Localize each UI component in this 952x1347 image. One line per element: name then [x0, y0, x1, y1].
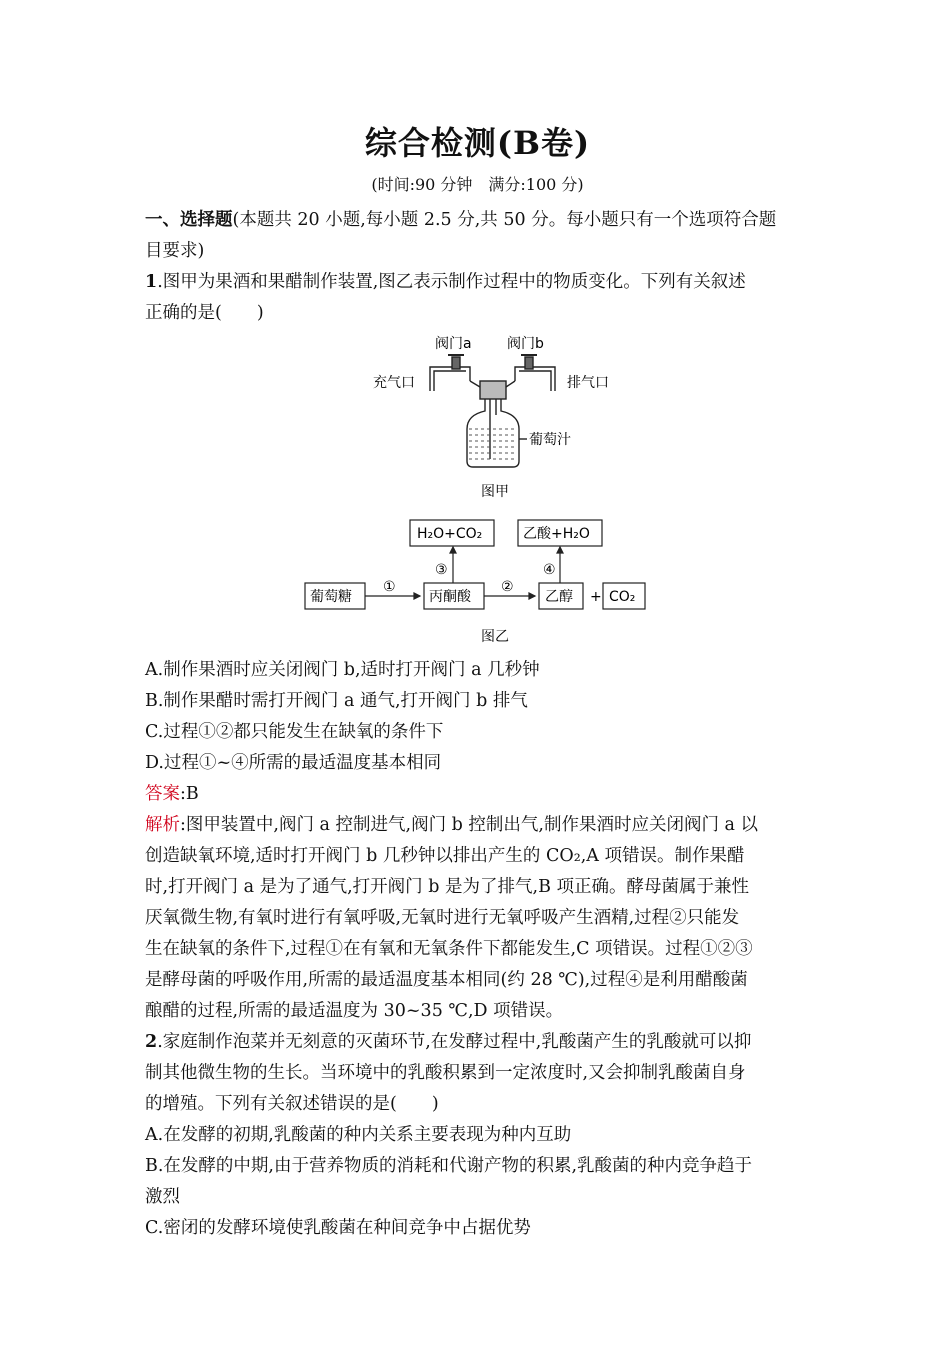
figure-jia-caption: 图甲	[481, 484, 509, 500]
step3-label: ③	[435, 562, 448, 578]
q1-analysis-line-5: 生在缺氧的条件下,过程①在有氧和无氧条件下都能发生,C 项错误。过程①②③	[145, 939, 753, 959]
q2-stem-line-1	[145, 1027, 810, 1058]
q1-analysis-line-3: 时,打开阀门 a 是为了通气,打开阀门 b 是为了排气,B 项正确。酵母菌属于兼性	[145, 877, 749, 897]
stopper-icon	[480, 381, 506, 399]
q2-stem-line-3: 的增殖。下列有关叙述错误的是( )	[145, 1094, 439, 1114]
q1-analysis-line-6: 是酵母菌的呼吸作用,所需的最适温度基本相同(约 28 ℃),过程④是利用醋酸菌	[145, 970, 748, 990]
section-heading-line	[145, 205, 810, 236]
q1-option-b: B.制作果醋时需打开阀门 a 通气,打开阀门 b 排气	[145, 691, 528, 711]
page-title: 综合检测(B卷)	[364, 124, 591, 162]
q2-option-b-cont: 激烈	[145, 1187, 180, 1207]
valve-b-label: 阀门b	[507, 336, 544, 352]
valve-b-icon	[525, 357, 533, 369]
q1-analysis-line-2: 创造缺氧环境,适时打开阀门 b 几秒钟以排出产生的 CO₂,A 项错误。制作果醋	[145, 846, 745, 866]
arrow-4-head	[557, 547, 563, 553]
figure-yi-caption: 图乙	[481, 629, 509, 645]
q1-analysis-line-7: 酿醋的过程,所需的最适温度为 30~35 ℃,D 项错误。	[145, 1001, 564, 1021]
bottle-icon	[467, 399, 519, 467]
q1-stem-text-1: .图甲为果酒和果醋制作装置,图乙表示制作过程中的物质变化。下列有关叙述	[157, 272, 746, 292]
q2-stem-line-2: 制其他微生物的生长。当环境中的乳酸积累到一定浓度时,又会抑制乳酸菌自身	[145, 1063, 746, 1083]
page-subtitle: (时间:90 分钟 满分:100 分)	[371, 175, 584, 194]
plus-label: +	[590, 589, 602, 605]
outlet-label: 排气口	[567, 375, 609, 391]
section-desc-1: (本题共 20 小题,每小题 2.5 分,共 50 分。每小题只有一个选项符合题	[232, 210, 777, 230]
analysis-label: 解析	[145, 815, 180, 835]
co2-label: CO₂	[609, 589, 636, 605]
q2-option-c: C.密闭的发酵环境使乳酸菌在种间竞争中占据优势	[145, 1218, 531, 1238]
juice-label: 葡萄汁	[529, 432, 571, 448]
pyruvate-label: 丙酮酸	[429, 589, 471, 605]
answer-label: 答案	[145, 784, 180, 804]
q2-number: 2	[145, 1032, 158, 1052]
q1-analysis-line-4: 厌氧微生物,有氧时进行有氧呼吸,无氧时进行无氧呼吸产生酒精,过程②只能发	[145, 908, 740, 928]
glucose-label: 葡萄糖	[310, 589, 352, 605]
inlet-label: 充气口	[373, 375, 415, 391]
q1-figure	[145, 331, 810, 649]
valve-a-label: 阀门a	[435, 336, 472, 352]
product3-label: H₂O+CO₂	[417, 526, 483, 542]
inlet-tube-inner	[434, 371, 466, 391]
q1-stem-line-2: 正确的是( )	[145, 303, 264, 323]
q1-option-d: D.过程①~④所需的最适温度基本相同	[145, 753, 442, 773]
figure-jia	[430, 355, 555, 467]
q1-analysis-line-1	[145, 810, 810, 841]
analysis-text-1: :图甲装置中,阀门 a 控制进气,阀门 b 控制出气,制作果酒时应关闭阀门 a 以	[180, 815, 759, 835]
q1-stem-line-1	[145, 267, 810, 298]
q1-options	[145, 655, 810, 779]
step4-label: ④	[543, 562, 556, 578]
q1-answer	[145, 779, 810, 810]
ethanol-label: 乙醇	[545, 589, 573, 605]
exam-page	[145, 118, 810, 1244]
valve-a-icon	[452, 357, 460, 369]
arrow-3-head	[450, 547, 456, 553]
answer-value: :B	[180, 784, 199, 804]
arrow-1-head	[414, 593, 420, 599]
q1-option-a: A.制作果酒时应关闭阀门 b,适时打开阀门 a 几秒钟	[145, 660, 540, 680]
q2-option-b: B.在发酵的中期,由于营养物质的消耗和代谢产物的积累,乳酸菌的种内竞争趋于	[145, 1156, 753, 1176]
section-desc-2: 目要求)	[145, 241, 205, 261]
q1-figure-svg	[145, 331, 810, 649]
step1-label: ①	[383, 579, 396, 595]
arrow-2-head	[529, 593, 535, 599]
section-heading: 一、选择题	[145, 210, 233, 230]
q2-stem-text-1: .家庭制作泡菜并无刻意的灭菌环节,在发酵过程中,乳酸菌产生的乳酸就可以抑	[157, 1032, 752, 1052]
juice-liquid	[469, 429, 517, 459]
q2-option-a: A.在发酵的初期,乳酸菌的种内关系主要表现为种内互助	[145, 1125, 572, 1145]
q1-option-c: C.过程①②都只能发生在缺氧的条件下	[145, 722, 444, 742]
step2-label: ②	[501, 579, 514, 595]
product4-label: 乙酸+H₂O	[523, 526, 590, 542]
q1-number: 1	[145, 272, 158, 292]
outlet-tube-inner	[519, 371, 551, 391]
